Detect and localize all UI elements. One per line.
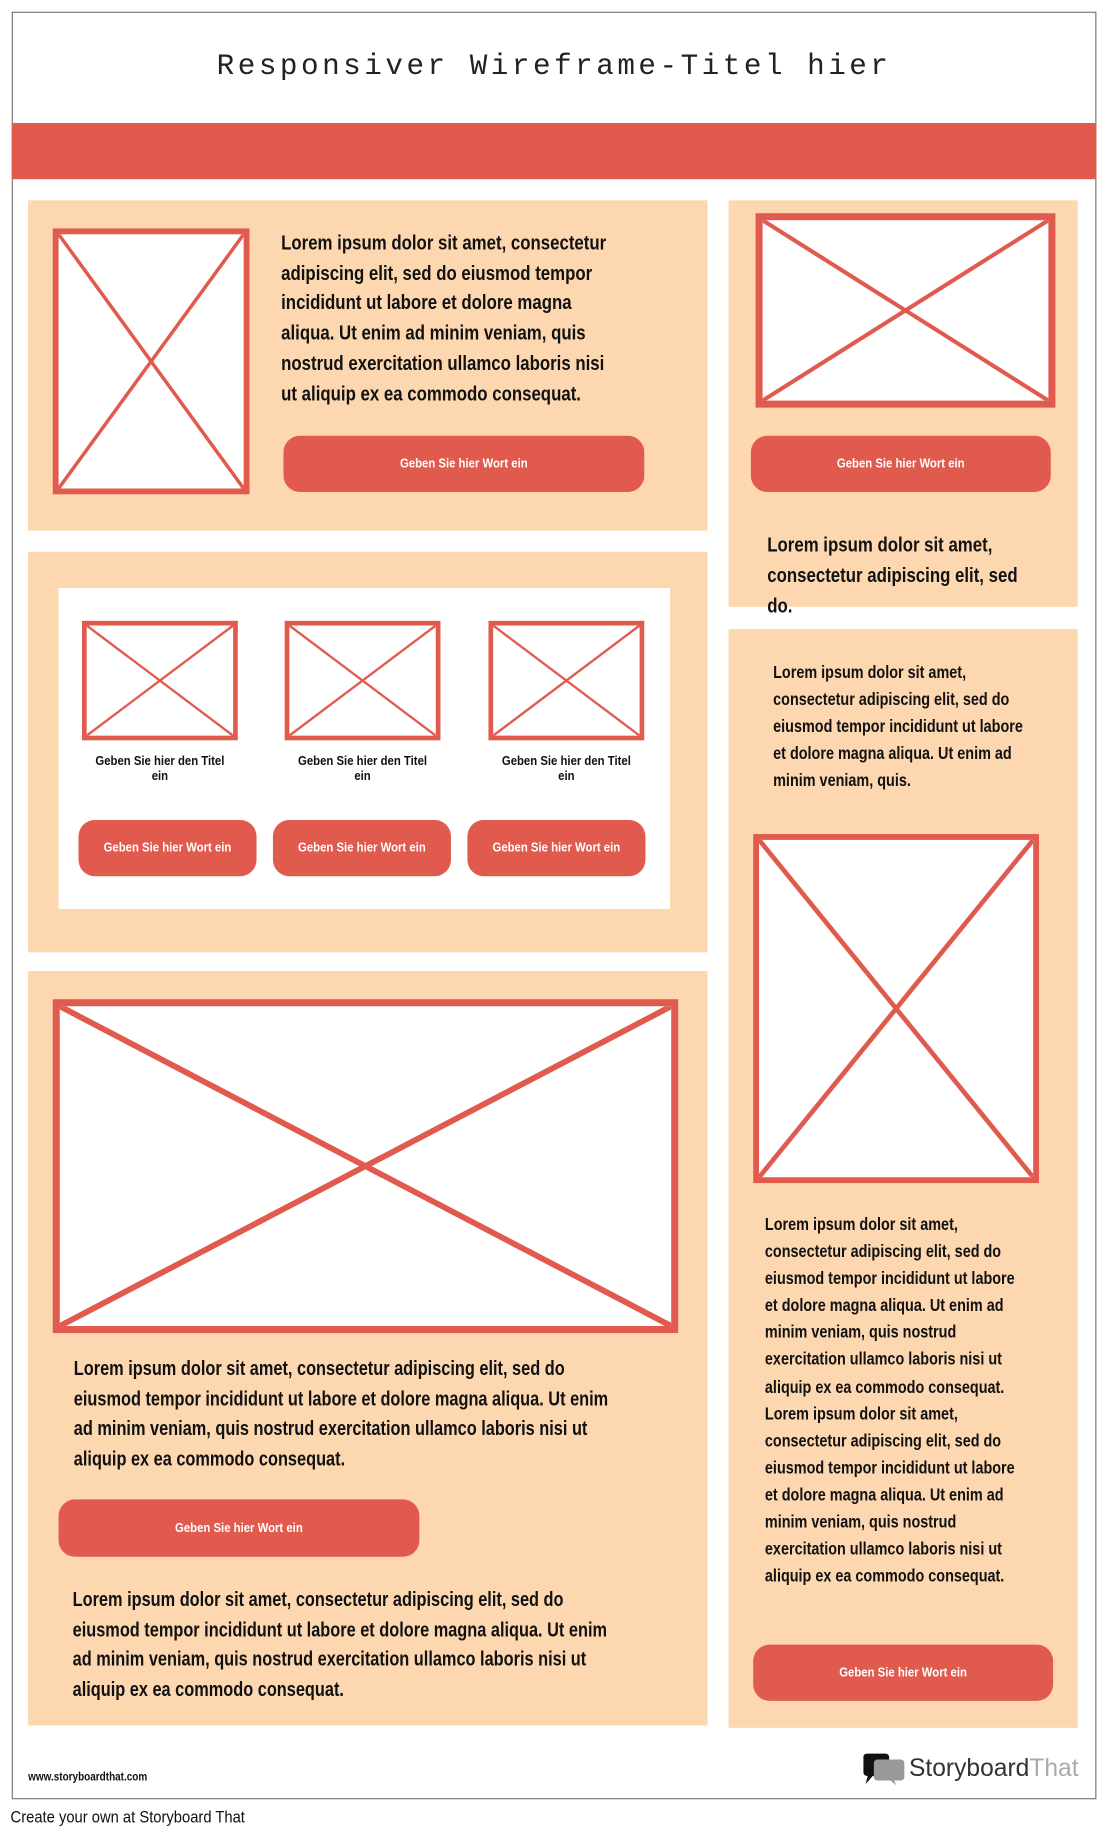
text-line: aliquip ex ea commodo consequat. xyxy=(73,1447,346,1471)
text-line: aliquip ex ea commodo consequat. xyxy=(764,1377,1005,1397)
caption-line: Geben Sie hier den Titel xyxy=(298,754,428,769)
card-image-placeholder xyxy=(285,621,441,740)
caption-line: Geben Sie hier den Titel xyxy=(501,754,631,769)
caption-line: ein xyxy=(558,769,575,784)
text-line: incididunt ut labore et dolore magna xyxy=(281,290,572,315)
text-line: Lorem ipsum dolor sit amet, xyxy=(773,663,967,683)
text-line: nostrud exercitation ullamco laboris nisi xyxy=(281,351,605,375)
text-line: eiusmod tempor incididunt ut labore xyxy=(764,1458,1015,1479)
panel-b-text xyxy=(767,529,1072,620)
text-line: exercitation ullamco laboris nisi ut xyxy=(764,1539,1002,1560)
text-line: ad minim veniam, quis nostrud exercitation ullamco laboris nisi ut xyxy=(73,1417,588,1441)
text-line: Lorem ipsum dolor sit amet, consectetur adipiscing elit, sed do xyxy=(72,1588,564,1611)
image-placeholder xyxy=(53,228,250,494)
panel-a-button[interactable] xyxy=(283,436,644,492)
panel-d-text-2 xyxy=(73,1585,725,1705)
text-line: minim veniam, quis. xyxy=(773,770,911,791)
text-line: minim veniam, quis nostrud xyxy=(764,1322,957,1343)
text-line: et dolore magna aliqua. Ut enim ad xyxy=(773,743,1012,764)
card-caption xyxy=(59,754,262,784)
text-line: consectetur adipiscing elit, sed do xyxy=(764,1431,1002,1452)
caption-line: Geben Sie hier den Titel xyxy=(95,754,225,769)
button-label: Geben Sie hier Wort ein xyxy=(839,1665,967,1680)
card-button[interactable] xyxy=(78,820,256,876)
caption-line: ein xyxy=(354,769,371,784)
text-line: aliquip ex ea commodo consequat. xyxy=(72,1678,344,1702)
card-caption xyxy=(465,754,668,784)
text-line: do. xyxy=(767,593,793,618)
footer-url[interactable]: www.storyboardthat.com xyxy=(28,1771,148,1785)
logo-text: Storyboard xyxy=(909,1754,1030,1782)
text-line: Lorem ipsum dolor sit amet, consectetur xyxy=(281,230,607,255)
text-line: ut aliquip ex ea commodo consequat. xyxy=(281,381,581,405)
button-label: Geben Sie hier Wort ein xyxy=(298,841,426,856)
card-caption xyxy=(261,754,464,784)
logo-text-accent: That xyxy=(1029,1754,1079,1782)
text-line: consectetur adipiscing elit, sed do xyxy=(773,689,1010,710)
caption-line: ein xyxy=(151,769,169,784)
text-line: eiusmod tempor incididunt ut labore et dolore magna aliqua. Ut enim xyxy=(72,1618,608,1641)
text-line: et dolore magna aliqua. Ut enim ad xyxy=(764,1485,1004,1506)
text-line: ad minim veniam, quis nostrud exercitation ullamco laboris nisi ut xyxy=(72,1648,587,1671)
panel-b-button[interactable] xyxy=(751,436,1051,492)
text-line: Lorem ipsum dolor sit amet, xyxy=(764,1214,958,1235)
text-line: Lorem ipsum dolor sit amet, xyxy=(767,532,993,557)
storyboardthat-logo xyxy=(863,1752,1078,1785)
button-label: Geben Sie hier Wort ein xyxy=(400,456,528,471)
image-placeholder xyxy=(753,834,1039,1183)
card-button[interactable] xyxy=(273,820,451,876)
panel-a-text xyxy=(281,228,677,409)
button-label: Geben Sie hier Wort ein xyxy=(492,841,621,856)
button-label: Geben Sie hier Wort ein xyxy=(175,1521,303,1536)
text-line: exercitation ullamco laboris nisi ut xyxy=(764,1350,1002,1370)
page-title: Responsiver Wireframe-Titel hier xyxy=(216,49,892,84)
text-line: eiusmod tempor incididunt ut labore xyxy=(764,1268,1015,1289)
text-line: et dolore magna aliqua. Ut enim ad xyxy=(764,1295,1004,1316)
card-image-placeholder xyxy=(82,621,238,740)
text-line: aliqua. Ut enim ad minim veniam, quis xyxy=(281,321,586,345)
text-line: aliquip ex ea commodo consequat. xyxy=(764,1566,1005,1587)
create-your-own-link[interactable]: Create your own at Storyboard That xyxy=(10,1807,245,1827)
text-line: minim veniam, quis nostrud xyxy=(764,1512,957,1533)
button-label: Geben Sie hier Wort ein xyxy=(836,456,965,471)
text-line: Lorem ipsum dolor sit amet, consectetur adipiscing elit, sed do xyxy=(73,1357,565,1380)
text-line: adipiscing elit, sed do eiusmod tempor xyxy=(281,260,593,285)
header-bar xyxy=(12,123,1097,179)
panel-d-text-1 xyxy=(74,1354,726,1474)
text-line: eiusmod tempor incididunt ut labore et dolore magna aliqua. Ut enim xyxy=(73,1387,609,1411)
panel-e-text-1 xyxy=(773,659,1078,794)
text-line: consectetur adipiscing elit, sed do xyxy=(764,1241,1002,1262)
button-label: Geben Sie hier Wort ein xyxy=(103,841,232,856)
image-placeholder xyxy=(53,999,679,1333)
card-button[interactable] xyxy=(467,820,645,876)
panel-e-text-2 xyxy=(765,1211,1070,1590)
image-placeholder xyxy=(756,213,1056,407)
speech-bubbles-icon xyxy=(863,1752,905,1785)
card-image-placeholder xyxy=(488,621,644,740)
text-line: eiusmod tempor incididunt ut labore xyxy=(773,716,1023,737)
panel-d-button[interactable] xyxy=(59,1499,420,1556)
panel-e-button[interactable] xyxy=(753,1645,1053,1701)
text-line: Lorem ipsum dolor sit amet, xyxy=(764,1404,958,1425)
text-line: consectetur adipiscing elit, sed xyxy=(767,563,1018,587)
